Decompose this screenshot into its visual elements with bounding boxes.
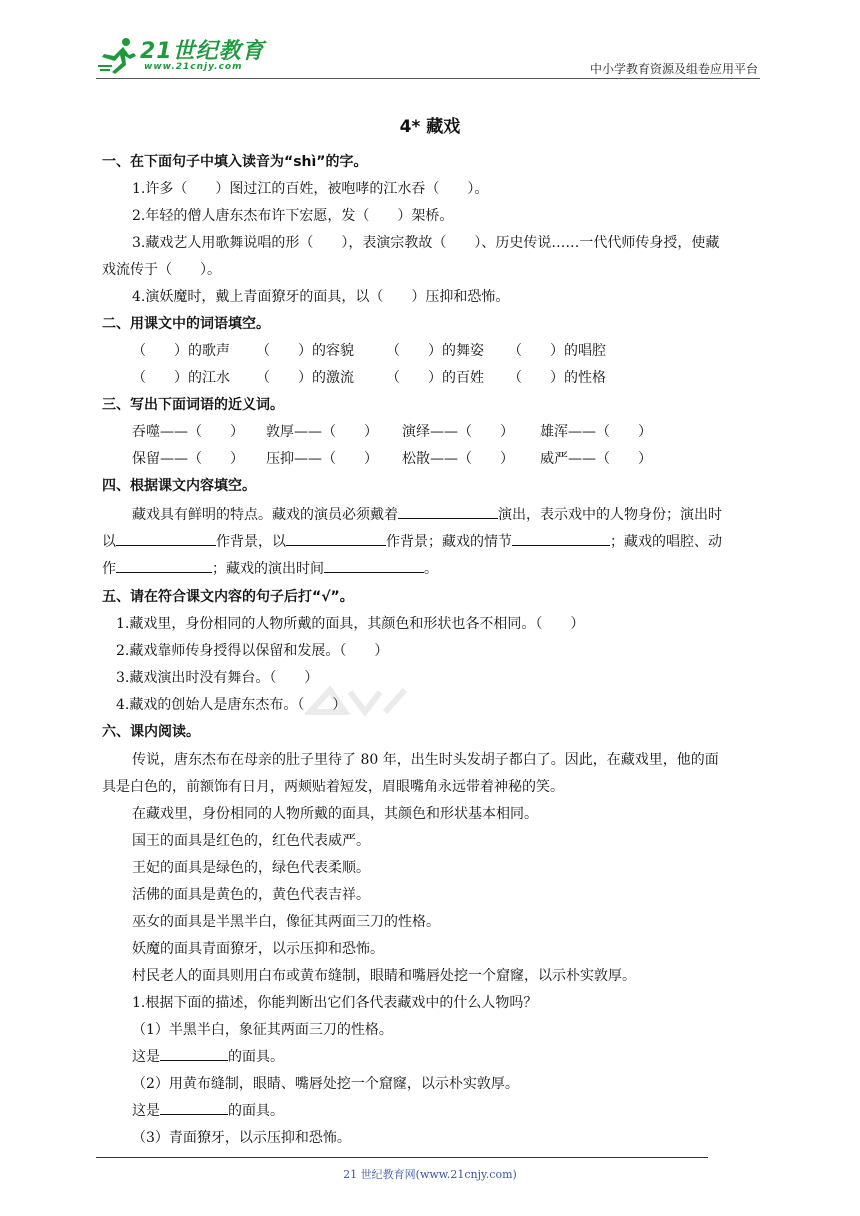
header-divider bbox=[96, 78, 760, 79]
s5-question-3: 3.藏戏演出时没有舞台。（ ） bbox=[116, 670, 319, 686]
s3-item: 敦厚——（ ） bbox=[266, 424, 378, 440]
site-logo bbox=[96, 34, 266, 78]
s1-question-1: 1.许多（ ）图过江的百姓，被咆哮的江水吞（ ）。 bbox=[132, 181, 489, 197]
reading-paragraph: 国王的面具是红色的，红色代表威严。 bbox=[132, 833, 370, 849]
footer-divider bbox=[96, 1157, 708, 1158]
s3-item: 威严——（ ） bbox=[540, 451, 652, 467]
section-4-heading: 四、根据课文内容填空。 bbox=[102, 478, 256, 494]
answer-blank[interactable] bbox=[160, 1100, 228, 1115]
s2-item: （ ）的容貌 bbox=[256, 343, 354, 359]
s2-item: （ ）的舞姿 bbox=[386, 343, 484, 359]
s4-line-3: 作 ；藏戏的演出时间 。 bbox=[102, 558, 438, 578]
watermark-logo-icon bbox=[305, 682, 415, 722]
s3-item: 吞噬——（ ） bbox=[132, 424, 244, 440]
s3-item: 保留——（ ） bbox=[132, 451, 244, 467]
section-2-heading: 二、用课文中的词语填空。 bbox=[102, 316, 270, 332]
s5-question-4: 4.藏戏的创始人是唐东杰布。（ ） bbox=[116, 697, 347, 713]
s2-item: （ ）的激流 bbox=[256, 370, 354, 386]
reading-paragraph: 巫女的面具是半黑半白，像征其两面三刀的性格。 bbox=[132, 914, 440, 930]
answer-blank[interactable] bbox=[160, 1046, 228, 1061]
s6-sub-1: （1）半黑半白，象征其两面三刀的性格。 bbox=[132, 1022, 393, 1038]
s1-question-2: 2.年轻的僧人唐东杰布许下宏愿，发（ ）架桥。 bbox=[132, 208, 454, 224]
logo-url: www.21cnjy.com bbox=[144, 62, 243, 72]
s3-item: 压抑——（ ） bbox=[266, 451, 378, 467]
s3-item: 松散——（ ） bbox=[402, 451, 514, 467]
s1-question-4: 4.演妖魔时，戴上青面獠牙的面具，以（ ）压抑和恐怖。 bbox=[132, 289, 510, 305]
s1-question-3-cont: 戏流传于（ ）。 bbox=[102, 262, 221, 278]
section-1-heading: 一、在下面句子中填入读音为“shì”的字。 bbox=[102, 154, 368, 170]
s6-answer-line-2: 这是 的面具。 bbox=[132, 1100, 284, 1120]
reading-paragraph: 村民老人的面具则用白布或黄布缝制，眼睛和嘴唇处挖一个窟窿，以示朴实敦厚。 bbox=[132, 968, 636, 984]
reading-paragraph: 王妃的面具是绿色的，绿色代表柔顺。 bbox=[132, 860, 370, 876]
s6-answer-line-1: 这是 的面具。 bbox=[132, 1046, 284, 1066]
answer-blank[interactable] bbox=[116, 531, 216, 546]
section-6-heading: 六、课内阅读。 bbox=[102, 724, 200, 740]
s3-item: 雄浑——（ ） bbox=[540, 424, 652, 440]
answer-blank[interactable] bbox=[286, 531, 386, 546]
reading-paragraph: 在藏戏里，身份相同的人物所戴的面具，其颜色和形状基本相同。 bbox=[132, 806, 538, 822]
page-header bbox=[96, 34, 760, 80]
page-footer[interactable]: 21 世纪教育网(www.21cnjy.com) bbox=[343, 1168, 517, 1181]
section-3-heading: 三、写出下面词语的近义词。 bbox=[102, 397, 284, 413]
reading-paragraph: 妖魔的面具青面獠牙，以示压抑和恐怖。 bbox=[132, 941, 384, 957]
s2-item: （ ）的性格 bbox=[508, 370, 606, 386]
s6-sub-2: （2）用黄布缝制，眼睛、嘴唇处挖一个窟窿，以示朴实敦厚。 bbox=[132, 1076, 519, 1092]
s2-item: （ ）的江水 bbox=[132, 370, 230, 386]
s2-item: （ ）的歌声 bbox=[132, 343, 230, 359]
answer-blank[interactable] bbox=[116, 558, 212, 573]
reading-paragraph: 活佛的面具是黄色的，黄色代表吉祥。 bbox=[132, 887, 370, 903]
s3-item: 演绎——（ ） bbox=[402, 424, 514, 440]
runner-logo-icon bbox=[96, 36, 140, 76]
s6-question-1: 1.根据下面的描述，你能判断出它们各代表藏戏中的什么人物吗？ bbox=[132, 995, 538, 1011]
s5-question-2: 2.藏戏靠师传身授得以保留和发展。（ ） bbox=[116, 643, 389, 659]
answer-blank[interactable] bbox=[324, 558, 424, 573]
s2-item: （ ）的百姓 bbox=[386, 370, 484, 386]
reading-paragraph: 具是白色的，前额饰有日月，两颊贴着短发，眉眼嘴角永远带着神秘的笑。 bbox=[102, 779, 564, 795]
s6-sub-3: （3）青面獠牙，以示压抑和恐怖。 bbox=[132, 1130, 351, 1146]
section-5-heading: 五、请在符合课文内容的句子后打“√”。 bbox=[102, 589, 354, 605]
s5-question-1: 1.藏戏里，身份相同的人物所戴的面具，其颜色和形状也各不相同。（ ） bbox=[116, 616, 585, 632]
answer-blank[interactable] bbox=[512, 531, 610, 546]
page-title: 4* 藏戏 bbox=[399, 117, 461, 137]
s4-line-1: 藏戏具有鲜明的特点。藏戏的演员必须戴着 演出，表示戏中的人物身份；演出时 bbox=[132, 504, 722, 524]
platform-name: 中小学教育资源及组卷应用平台 bbox=[589, 62, 758, 76]
reading-paragraph: 传说，唐东杰布在母亲的肚子里待了 80 年，出生时头发胡子都白了。因此，在藏戏里，他的面 bbox=[132, 752, 719, 768]
answer-blank[interactable] bbox=[398, 504, 498, 519]
s4-line-2: 以 作背景，以 作背景；藏戏的情节 ；藏戏的唱腔、动 bbox=[102, 531, 722, 551]
logo-text: 21世纪教育 bbox=[140, 39, 265, 64]
s2-item: （ ）的唱腔 bbox=[508, 343, 606, 359]
s1-question-3: 3.藏戏艺人用歌舞说唱的形（ ），表演宗教故（ ）、历史传说……一代代师传身授，使藏 bbox=[132, 235, 720, 251]
